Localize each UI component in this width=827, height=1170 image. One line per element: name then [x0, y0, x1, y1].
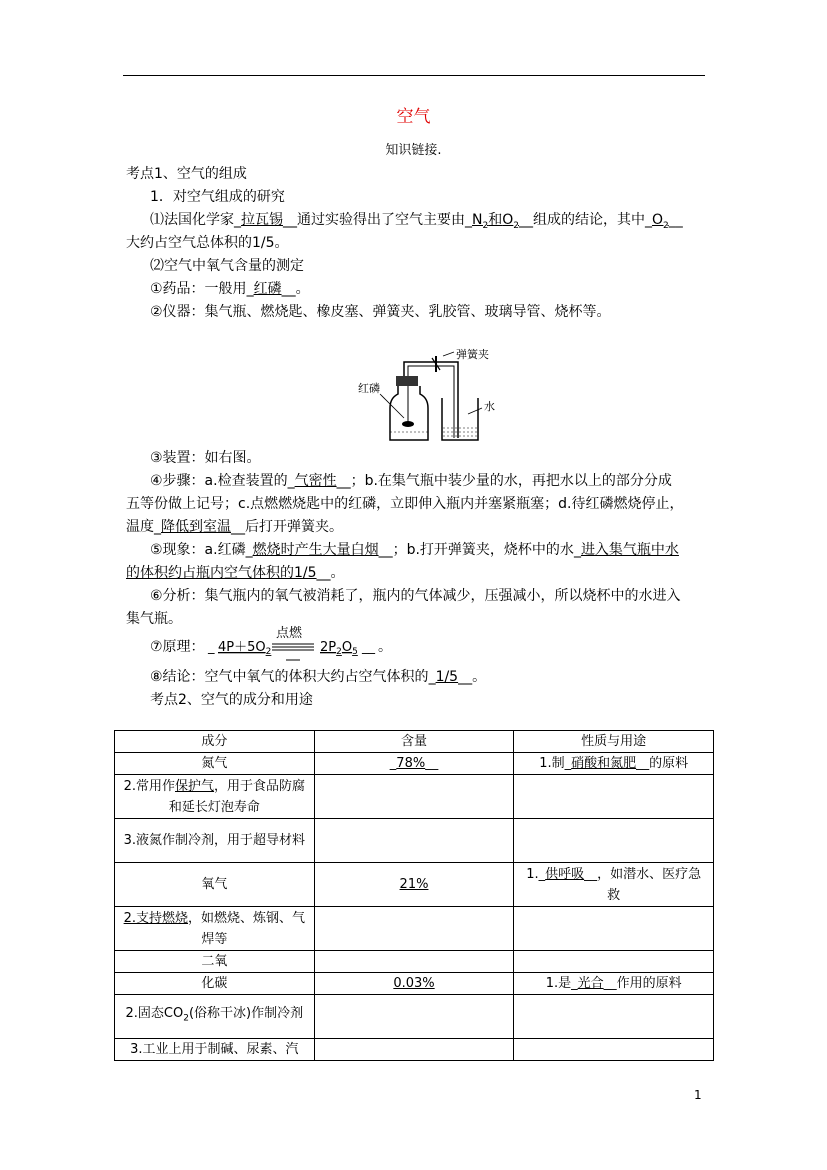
reaction-condition: 点燃 — [276, 626, 303, 641]
phenomenon-line-2: 的体积约占瓶内空气体积的1/5__。 — [126, 565, 345, 581]
table-row: 3.工业上用于制碱、尿素、汽 — [115, 1039, 714, 1061]
answer-reagent: 红磷 — [253, 281, 282, 297]
paragraph-lavoisier: ⑴法国化学家_拉瓦锡__通过实验得出了空气主要由$\_N_2$和$O_2\_\_$组成的结论，其中$\_O_2\_\_$ — [150, 212, 683, 231]
table-row: 化碳 0.03% 1.是_光合__作用的原料 — [115, 973, 714, 995]
table-row: 二氧 — [115, 951, 714, 973]
study-heading: 1．对空气组成的研究 — [150, 189, 285, 205]
table-row: 3.液氮作制冷剂，用于超导材料 — [115, 819, 714, 863]
answer-white-smoke: 燃烧时产生大量白烟 — [252, 542, 379, 558]
clamp-label: 弹簧夹 — [456, 348, 489, 361]
answer-airtightness: 气密性 — [294, 473, 337, 489]
table-row: 2.常用作保护气，用于食品防腐和延长灯泡寿命 — [115, 775, 714, 819]
answer-components: $N_2$和$O_2$ — [472, 212, 519, 231]
steps-line-1: ④步骤：a.检查装置的_气密性__；b.在集气瓶中装少量的水，再把水以上的部分分成 — [150, 473, 672, 489]
svg-text:⑦原理：: ⑦原理： — [150, 639, 205, 655]
answer-water-enters-a: 进入集气瓶中水 — [580, 542, 679, 558]
table-row: 氮气 _78%__ 1.制_硝酸和氮肥__的原料 — [115, 753, 714, 775]
phosphorus-label: 红磷 — [358, 382, 380, 395]
svg-text:4P＋5O2: $4P+5O_2$ — [218, 640, 272, 657]
answer-scientist: 拉瓦锡 — [241, 212, 283, 228]
phenomenon-line-1: ⑤现象：a.红磷_燃烧时产生大量白烟__；b.打开弹簧夹，烧杯中的水_进入集气瓶中水 — [150, 542, 679, 558]
svg-text:2P2O5: $2P_2O_5$ — [320, 640, 358, 657]
header-component: 成分 — [115, 731, 315, 753]
device-line: ③装置：如右图。 — [150, 450, 261, 466]
principle-equation — [126, 624, 586, 664]
apparatus-figure — [350, 338, 510, 448]
table-header-row — [115, 731, 714, 753]
answer-room-temp: 降低到室温 — [161, 519, 231, 535]
paragraph-lavoisier-cont: 大约占空气总体积的1/5。 — [126, 235, 289, 251]
conclusion-line: ⑧结论：空气中氧气的体积大约占空气体积的_1/5__。 — [150, 669, 487, 685]
header-rule — [123, 75, 705, 76]
analysis-line-1: ⑥分析：集气瓶内的氧气被消耗了，瓶内的气体减少，压强减小，所以烧杯中的水进入 — [150, 588, 681, 604]
instruments-line: ②仪器：集气瓶、燃烧匙、橡皮塞、弹簧夹、乳胶管、玻璃导管、烧杯等。 — [150, 304, 611, 320]
table-row: 氧气 21% 1._供呼吸__，如潜水、医疗急救 — [115, 863, 714, 907]
svg-text:。: 。 — [378, 639, 392, 655]
analysis-line-2: 集气瓶。 — [126, 611, 182, 627]
topic-1-heading: 考点1、空气的组成 — [126, 166, 247, 182]
oxygen-measurement-heading: ⑵空气中氧气含量的测定 — [150, 258, 304, 274]
header-properties: 性质与用途 — [514, 731, 714, 753]
steps-line-2: 五等份做上记号；c.点燃燃烧匙中的红磷，立即伸入瓶内并塞紧瓶塞；d.待红磷燃烧停止， — [126, 496, 684, 512]
reagent-line: ①药品：一般用_红磷__。 — [150, 281, 310, 297]
air-components-table — [114, 730, 714, 1061]
header-content: 含量 — [314, 731, 514, 753]
svg-text:_: _ — [208, 640, 215, 655]
answer-water-enters-b: 的体积约占瓶内空气体积的1/5 — [126, 565, 317, 581]
topic-2-heading: 考点2、空气的成分和用途 — [150, 692, 313, 708]
answer-one-fifth: 1/5 — [435, 669, 459, 685]
steps-line-3: 温度_降低到室温__后打开弹簧夹。 — [126, 519, 343, 535]
water-label: 水 — [484, 400, 495, 413]
page-number: 1 — [694, 1088, 702, 1102]
svg-text:__: __ — [362, 640, 375, 655]
table-row: 2.固态$CO_2$(俗称干冰)作制冷剂 — [115, 995, 714, 1039]
table-row: 2.支持燃烧，如燃烧、炼钢、气焊等 — [115, 907, 714, 951]
answer-oxygen: $O_2$ — [651, 212, 669, 231]
page-subtitle: 知识链接. — [385, 143, 442, 158]
page-title: 空气 — [396, 107, 431, 127]
